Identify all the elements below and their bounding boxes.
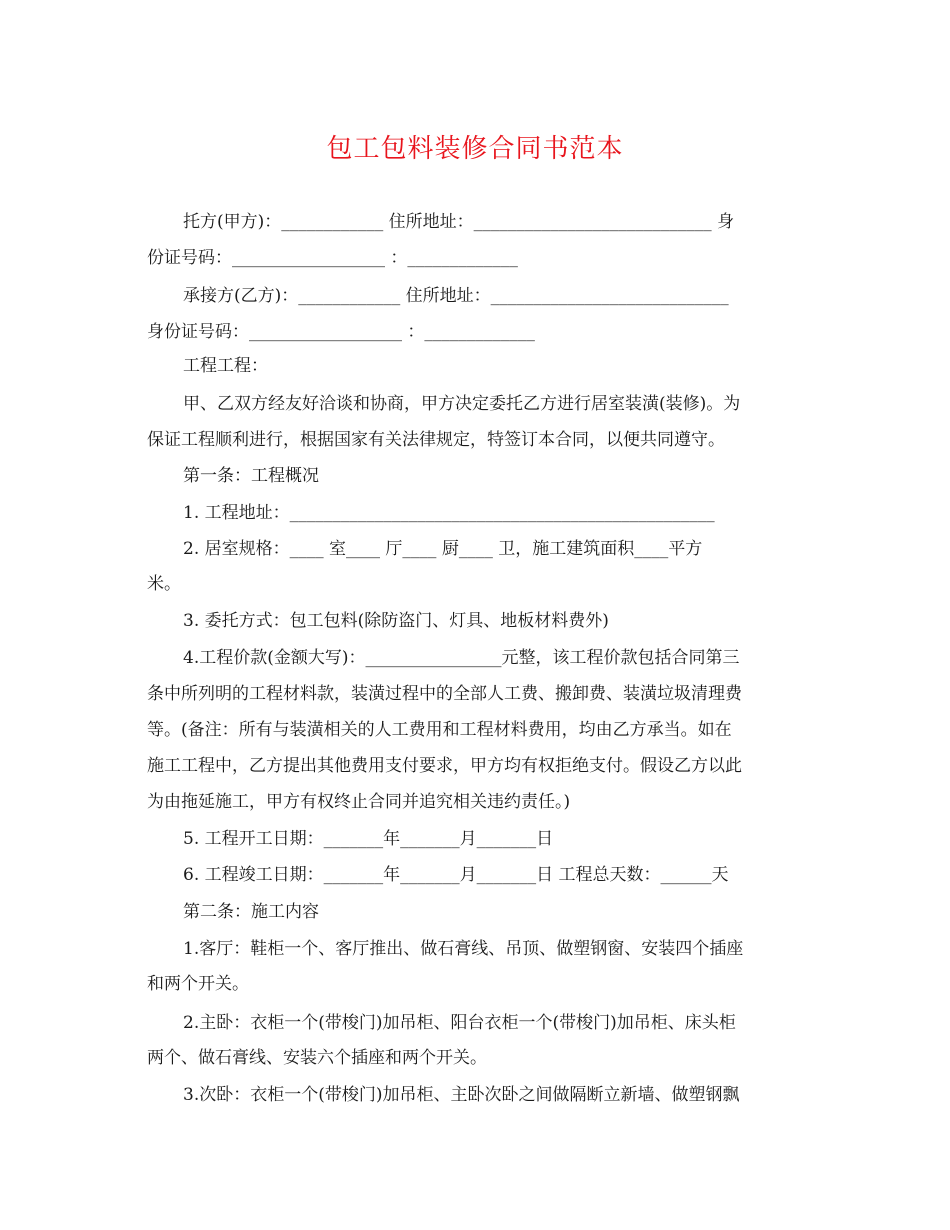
item-master-bedroom: 2.主卧：衣柜一个(带梭门)加吊柜、阳台衣柜一个(带梭门)加吊柜、床头柜 — [183, 1013, 736, 1033]
document-title: 包工包料装修合同书范本 — [326, 134, 624, 164]
article-one-heading: 第一条：工程概况 — [183, 466, 319, 486]
intro-paragraph-line: 保证工程顺利进行，根据国家有关法律规定，特签订本合同，以便共同遵守。 — [147, 430, 725, 450]
party-a-id-line: 份证号码：__________________ ：_____________ — [147, 248, 518, 268]
clause-price: 4.工程价款(金额大写)：________________元整，该工程价款包括合同第三 — [183, 648, 740, 668]
party-b-id-line: 身份证号码：__________________ ：_____________ — [147, 322, 535, 342]
clause-price-cont: 施工工程中，乙方提出其他费用支付要求，甲方均有权拒绝支付。假设乙方以此 — [147, 756, 742, 776]
item-living-room-cont: 和两个开关。 — [147, 974, 249, 994]
clause-price-cont: 等。(备注：所有与装潢相关的人工费用和工程材料费用，均由乙方承当。如在 — [147, 720, 732, 740]
clause-room-spec: 2. 居室规格：____ 室____ 厅____ 厨____ 卫，施工建筑面积____平方 — [183, 539, 703, 559]
item-second-bedroom: 3.次卧：衣柜一个(带梭门)加吊柜、主卧次卧之间做隔断立新墙、做塑钢飘 — [183, 1085, 740, 1105]
item-master-bedroom-cont: 两个、做石膏线、安装六个插座和两个开关。 — [147, 1048, 487, 1068]
clause-end-date: 6. 工程竣工日期：_______年_______月_______日 工程总天数：______天 — [183, 865, 729, 885]
clause-price-cont: 条中所列明的工程材料款，装潢过程中的全部人工费、搬卸费、装潢垃圾清理费 — [147, 684, 742, 704]
clause-start-date: 5. 工程开工日期：_______年_______月_______日 — [183, 829, 554, 849]
party-a-line: 托方(甲方)：____________ 住所地址：____________________________ 身 — [183, 212, 735, 232]
clause-commission-method: 3. 委托方式：包工包料(除防盗门、灯具、地板材料费外) — [183, 611, 609, 631]
intro-paragraph-line: 甲、乙双方经友好洽谈和协商，甲方决定委托乙方进行居室装潢(装修)。为 — [183, 394, 741, 414]
clause-price-cont: 为由拖延施工，甲方有权终止合同并追究相关违约责任。) — [147, 792, 571, 812]
item-living-room: 1.客厅：鞋柜一个、客厅推出、做石膏线、吊顶、做塑钢窗、安装四个插座 — [183, 939, 744, 959]
clause-room-spec-cont: 米。 — [147, 574, 181, 594]
party-b-line: 承接方(乙方)：____________ 住所地址：____________________________ — [183, 286, 729, 306]
project-heading: 工程工程： — [183, 356, 268, 376]
article-two-heading: 第二条：施工内容 — [183, 902, 319, 922]
clause-address: 1. 工程地址：__________________________________________________ — [183, 503, 715, 523]
